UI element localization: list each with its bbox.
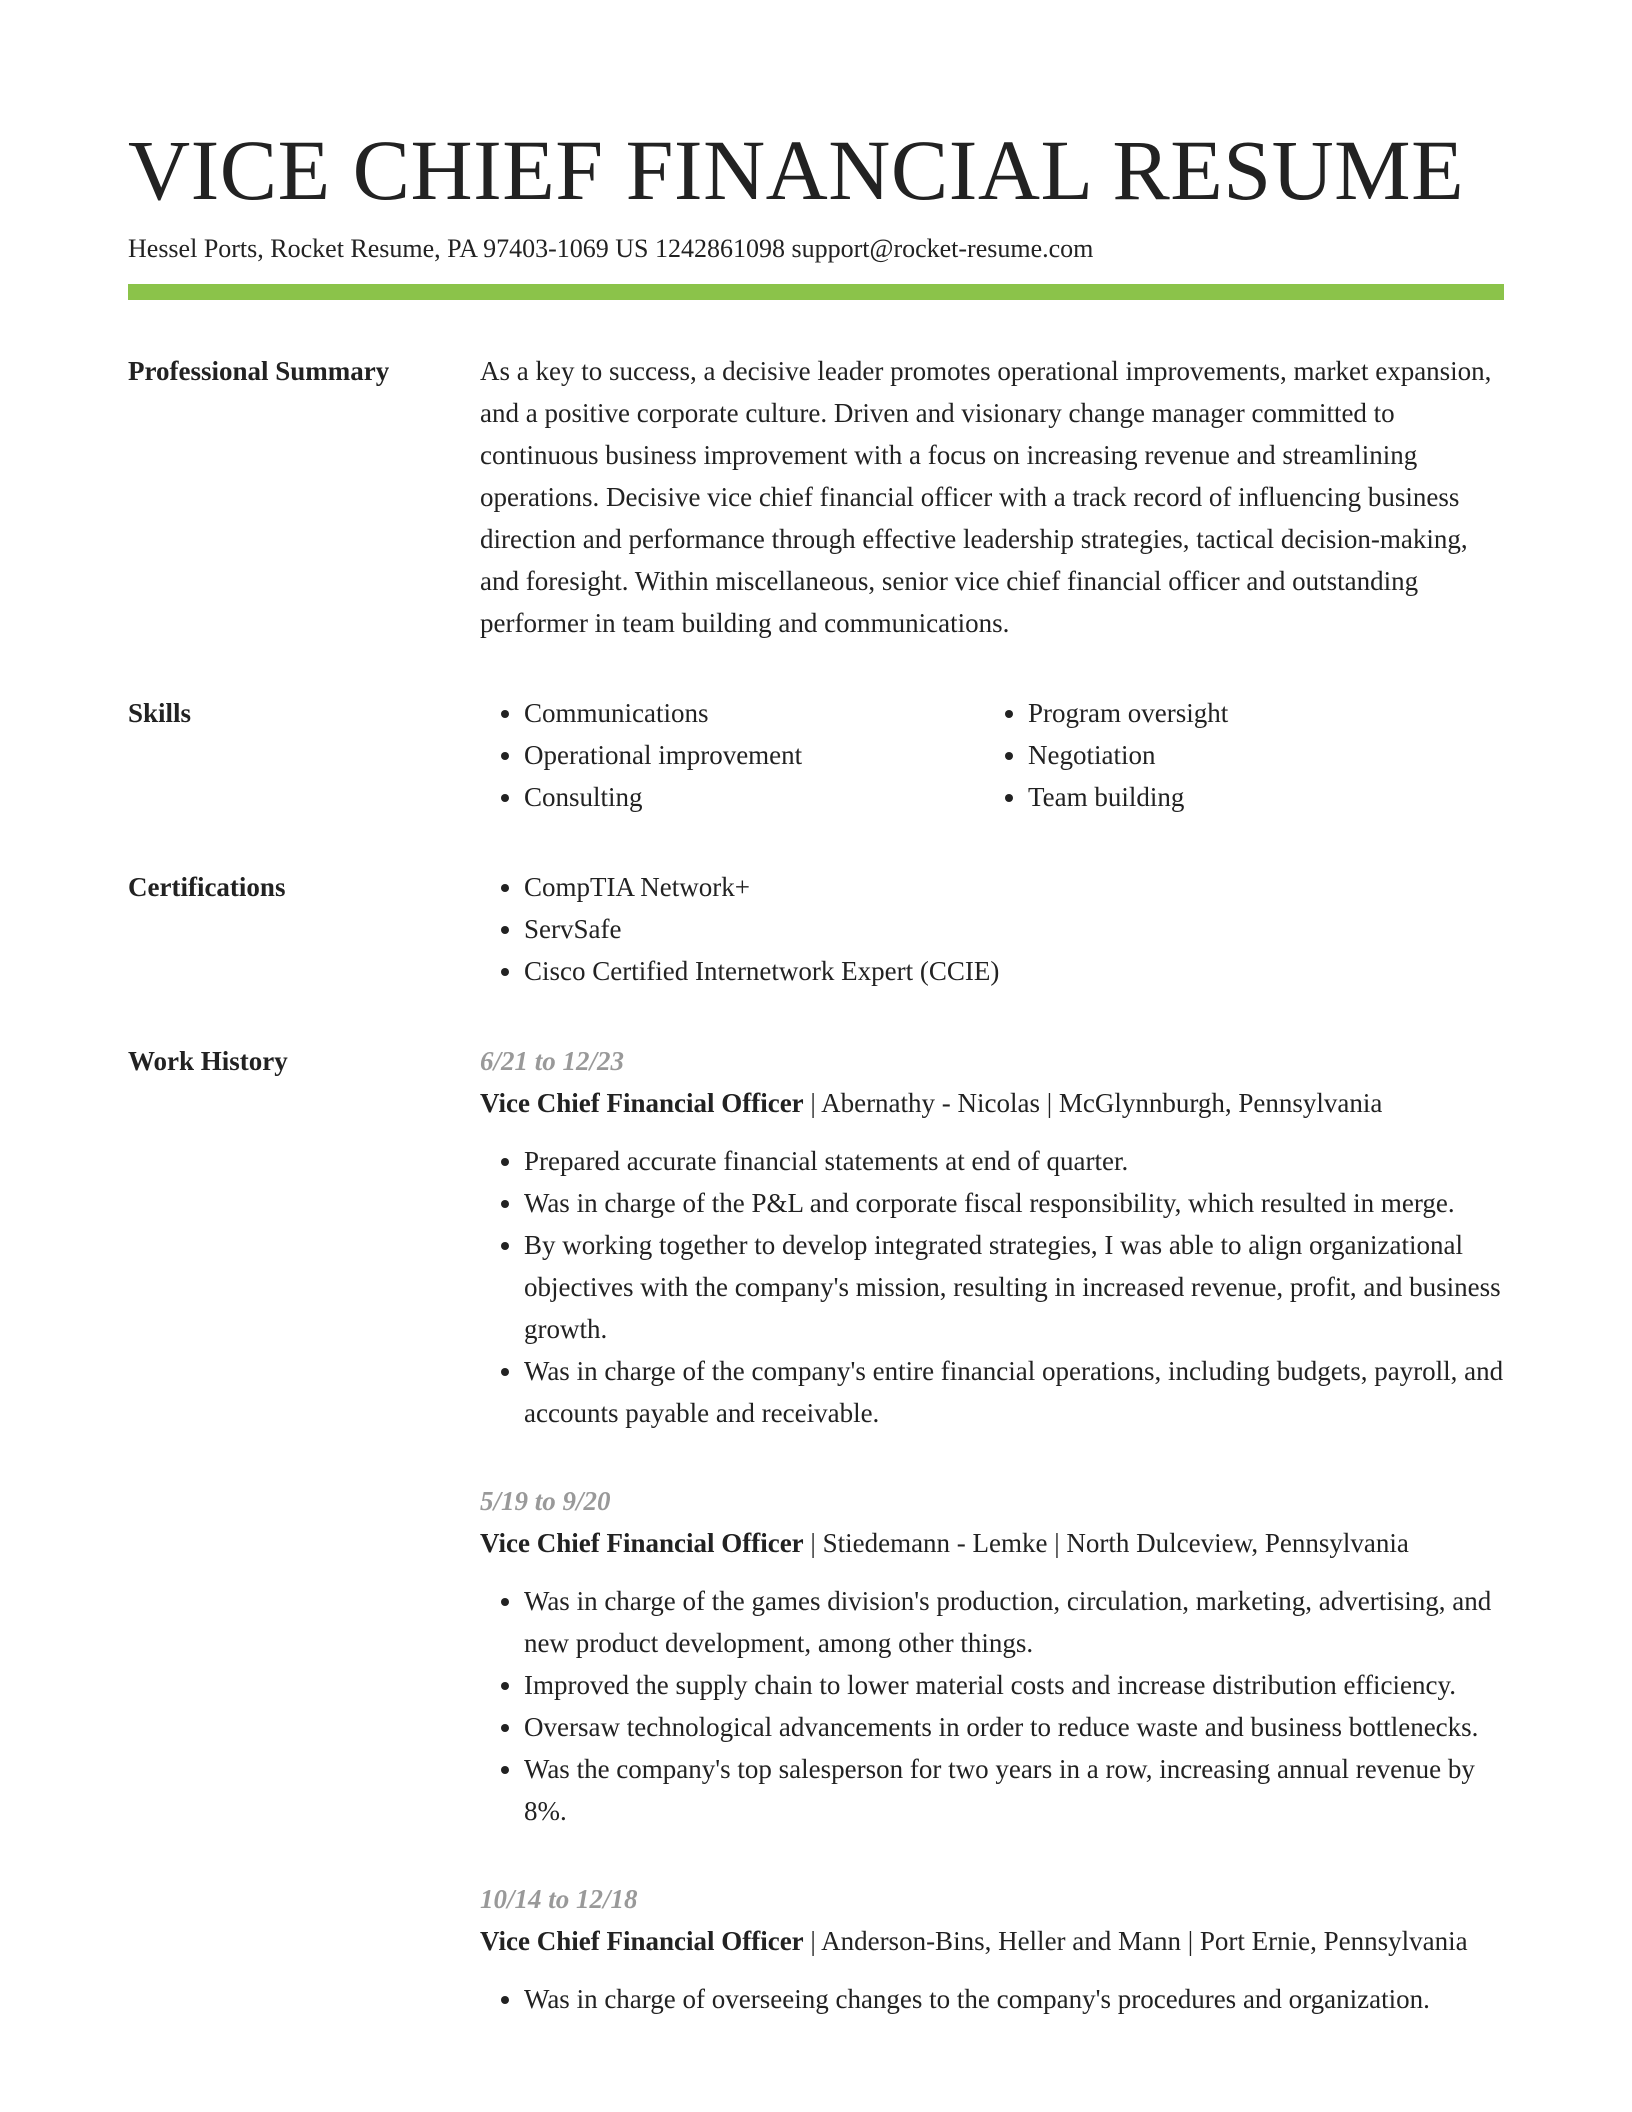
job-entry (480, 1878, 1504, 2020)
list-item: • Negotiation (1028, 734, 1488, 776)
list-item: • CompTIA Network+ (524, 866, 1504, 908)
section-body (480, 866, 1504, 992)
job-bullet: • Oversaw technological advancements in order to reduce waste and business bottlenecks. (524, 1706, 1504, 1748)
job-dates: 5/19 to 9/20 (480, 1486, 611, 1516)
list-item: • Cisco Certified Internetwork Expert (CCIE) (524, 950, 1504, 992)
contact-line: Hessel Ports, Rocket Resume, PA 97403-1069 US 1242861098 support@rocket-resume.com (128, 234, 1094, 263)
job-title: Vice Chief Financial Officer (480, 1926, 804, 1956)
job-entry (480, 1040, 1504, 1434)
job-bullet: • Was in charge of the company's entire financial operations, including budgets, payroll, and accounts payable and receivable. (524, 1350, 1504, 1434)
job-bullet: • Was in charge of the P&L and corporate fiscal responsibility, which resulted in merge. (524, 1182, 1504, 1224)
job-details: | Anderson-Bins, Heller and Mann | Port Ernie, Pennsylvania (803, 1926, 1468, 1956)
jobs-container (480, 1040, 1504, 2066)
section-label: Professional Summary (128, 356, 390, 386)
resume-page (128, 0, 1504, 2066)
job-bullet: • Was in charge of the games division's production, circulation, marketing, advertising, and new product development, among other things. (524, 1580, 1504, 1664)
section-label: Skills (128, 698, 192, 728)
section-body (480, 350, 1504, 644)
job-details: | Abernathy - Nicolas | McGlynnburgh, Pennsylvania (803, 1088, 1383, 1118)
job-bullet: • Improved the supply chain to lower material costs and increase distribution efficiency. (524, 1664, 1504, 1706)
work-history-section (128, 1040, 1504, 2066)
job-bullets (480, 1978, 1504, 2020)
skills-grid (480, 692, 1504, 818)
job-heading (480, 1082, 1504, 1124)
accent-divider (128, 284, 1504, 300)
list-item: • Program oversight (1028, 692, 1488, 734)
skills-list-left (480, 692, 984, 818)
job-bullets (480, 1140, 1504, 1434)
skills-section (128, 692, 1504, 818)
job-bullet: • Was in charge of overseeing changes to the company's procedures and organization. (524, 1978, 1504, 2020)
job-entry (480, 1480, 1504, 1832)
list-item: • Operational improvement (524, 734, 984, 776)
list-item: • ServSafe (524, 908, 1504, 950)
certifications-section (128, 866, 1504, 992)
job-title: Vice Chief Financial Officer (480, 1088, 804, 1118)
job-bullet: • Prepared accurate financial statements at end of quarter. (524, 1140, 1504, 1182)
job-bullet: • Was the company's top salesperson for two years in a row, increasing annual revenue by 8%. (524, 1748, 1504, 1832)
job-bullet: • By working together to develop integrated strategies, I was able to align organizational objectives with the company's mission, resulting in increased revenue, profit, and business growth. (524, 1224, 1504, 1350)
skills-column-left (480, 692, 984, 818)
list-item: • Communications (524, 692, 984, 734)
resume-title: VICE CHIEF FINANCIAL RESUME (128, 122, 1465, 218)
job-heading (480, 1522, 1504, 1564)
job-bullets (480, 1580, 1504, 1832)
job-dates: 6/21 to 12/23 (480, 1046, 625, 1076)
job-details: | Stiedemann - Lemke | North Dulceview, Pennsylvania (803, 1528, 1409, 1558)
section-label: Certifications (128, 872, 286, 902)
certifications-list (480, 866, 1504, 992)
job-heading (480, 1920, 1504, 1962)
job-dates: 10/14 to 12/18 (480, 1884, 638, 1914)
list-item: • Team building (1028, 776, 1488, 818)
skills-list-right (984, 692, 1488, 818)
summary-text: As a key to success, a decisive leader promotes operational improvements, market expansion, and a positive corporate culture. Driven and visionary change manager committed to continuous business improvement with a focus on increasing revenue and streamlining operations. Decisive vice chief financial officer with a track record of influencing business direction and performance through effective leadership strategies, tactical decision-making, and foresight. Within miscellaneous, senior vice chief financial officer and outstanding performer in team building and communications. (480, 356, 1492, 638)
professional-summary-section (128, 350, 1504, 644)
section-label: Work History (128, 1046, 288, 1076)
list-item: • Consulting (524, 776, 984, 818)
job-title: Vice Chief Financial Officer (480, 1528, 804, 1558)
skills-column-right (984, 692, 1488, 818)
